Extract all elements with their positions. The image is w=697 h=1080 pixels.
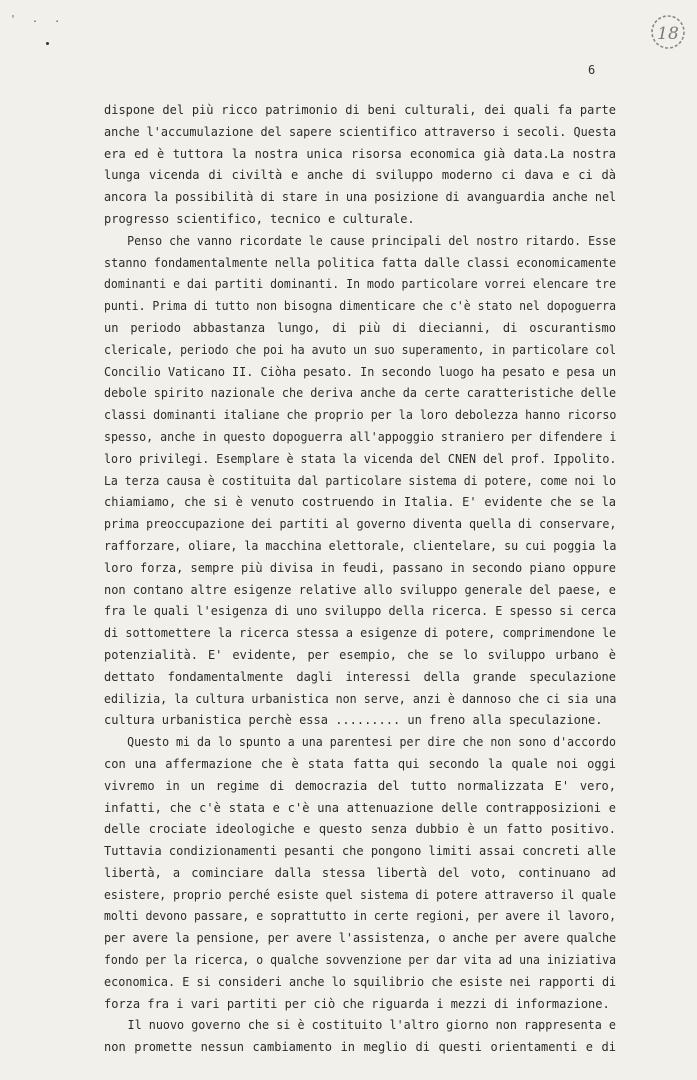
- corner-marks: ' . .: [10, 14, 66, 25]
- text-line: punti. Prima di tutto non bisogna dimenticare che c'è stato nel dopoguerra: [104, 299, 616, 314]
- text-line: ancora la possibilità di stare in una posizione di avanguardia anche nel: [104, 190, 617, 205]
- text-line: La terza causa è costituita dal particolare sistema di potere, come noi lo: [104, 473, 616, 488]
- text-line: Questo mi da lo spunto a una parentesi per dire che non sono d'accordo: [127, 735, 616, 750]
- text-line: libertà, a cominciare dalla stessa libertà del voto, continuano ad: [104, 865, 616, 880]
- archive-stamp: [648, 12, 688, 52]
- stamp-number: 18: [657, 24, 679, 44]
- text-line: molti devono passare, e soprattutto in certe regioni, per avere il lavoro,: [104, 909, 616, 924]
- text-line: non promette nessun cambiamento in meglio di questi orientamenti e di: [104, 1040, 616, 1055]
- text-line: anche l'accumulazione del sapere scientifico attraverso i secoli. Questa: [104, 124, 617, 139]
- text-line: dettato fondamentalmente dagli interessi della grande speculazione: [104, 669, 616, 684]
- text-line: debole spirito nazionale che deriva anche da certe caratteristiche delle: [104, 386, 617, 401]
- text-line: classi dominanti italiane che proprio per la loro debolezza hanno ricorso: [104, 408, 617, 423]
- text-line: vivremo in un regime di democrazia del tutto normalizzata E' vero,: [104, 778, 616, 793]
- page-number: 6: [588, 63, 596, 77]
- text-line: Tuttavia condizionamenti pesanti che pongono limiti assai concreti alle: [104, 844, 616, 859]
- text-line: fondo per la ricerca, o qualche sovvenzione per dar vita ad una iniziativa: [104, 953, 616, 968]
- text-line: di sottomettere la ricerca stessa a esigenze di potere, comprimendone le: [104, 626, 617, 641]
- text-line: edilizia, la cultura urbanistica non serve, anzi è dannoso che ci sia una: [104, 691, 617, 706]
- text-line: esistere, proprio perché esiste quel sistema di potere attraverso il quale: [104, 887, 616, 902]
- text-line: lunga vicenda di civiltà e anche di sviluppo moderno ci dava e ci dà: [104, 168, 616, 183]
- text-line: era ed è tuttora la nostra unica risorsa economica già data.La nostra: [104, 146, 616, 161]
- text-line: Penso che vanno ricordate le cause principali del nostro ritardo. Esse: [127, 233, 616, 248]
- text-line: potenzialità. E' evidente, per esempio, che se lo sviluppo urbano è: [104, 647, 616, 662]
- text-line: Il nuovo governo che si è costituito l'altro giorno non rappresenta e: [127, 1018, 616, 1033]
- text-line: dispone del più ricco patrimonio di beni culturali, dei quali fa parte: [104, 103, 616, 117]
- text-line: non contano altre esigenze relative allo sviluppo generale del paese, e: [104, 582, 616, 597]
- text-line: con una affermazione che è stata fatta qui secondo la quale noi oggi: [104, 756, 616, 771]
- text-line: stanno fondamentalmente nella politica fatta dalle classi economicamente: [104, 255, 617, 270]
- text-line: clericale, periodo che poi ha avuto un suo superamento, in particolare col: [104, 342, 616, 357]
- text-line: loro forza, sempre più divisa in feudi, passano in secondo piano oppure: [104, 560, 616, 575]
- text-line: progresso scientifico, tecnico e culturale.: [104, 211, 415, 226]
- text-line: fra le quali l'esigenza di uno sviluppo della ricerca. E spesso si cerca: [104, 604, 617, 619]
- text-line: loro privilegi. Esemplare è stata la vicenda del CNEN del prof. Ippolito.: [104, 451, 617, 466]
- text-line: Concilio Vaticano II. Ciòha pesato. In secondo luogo ha pesato e pesa un: [104, 364, 617, 379]
- text-line: rafforzare, oliare, la macchina elettorale, clientelare, su cui poggia la: [104, 538, 617, 553]
- corner-dot: [46, 42, 49, 45]
- text-line: un periodo abbastanza lungo, di più di diecianni, di oscurantismo: [104, 320, 616, 335]
- text-line: chiamiamo, che si è venuto costruendo in Italia. E' evidente che se la: [104, 495, 616, 510]
- text-line: delle crociate ideologiche e questo senza dubbio è un fatto positivo.: [104, 822, 616, 837]
- text-line: prima preoccupazione dei partiti al governo diventa quella di conservare,: [104, 517, 617, 532]
- body-text: [104, 100, 616, 1059]
- text-line: per avere la pensione, per avere l'assistenza, o anche per avere qualche: [104, 931, 617, 946]
- text-line: forza fra i vari partiti per ciò che riguarda i mezzi di informazione.: [104, 996, 610, 1011]
- text-line: cultura urbanistica perchè essa ......... un freno alla speculazione.: [104, 713, 603, 728]
- text-line: economica. E si consideri anche lo squilibrio che esiste nei rapporti di: [104, 974, 617, 989]
- text-line: spesso, anche in questo dopoguerra all'appoggio straniero per difendere i: [104, 429, 617, 444]
- text-line: infatti, che c'è stata e c'è una attenuazione delle contrapposizioni e: [104, 800, 616, 815]
- text-line: dominanti e dai partiti dominanti. In modo particolare vorrei elencare tre: [104, 277, 616, 292]
